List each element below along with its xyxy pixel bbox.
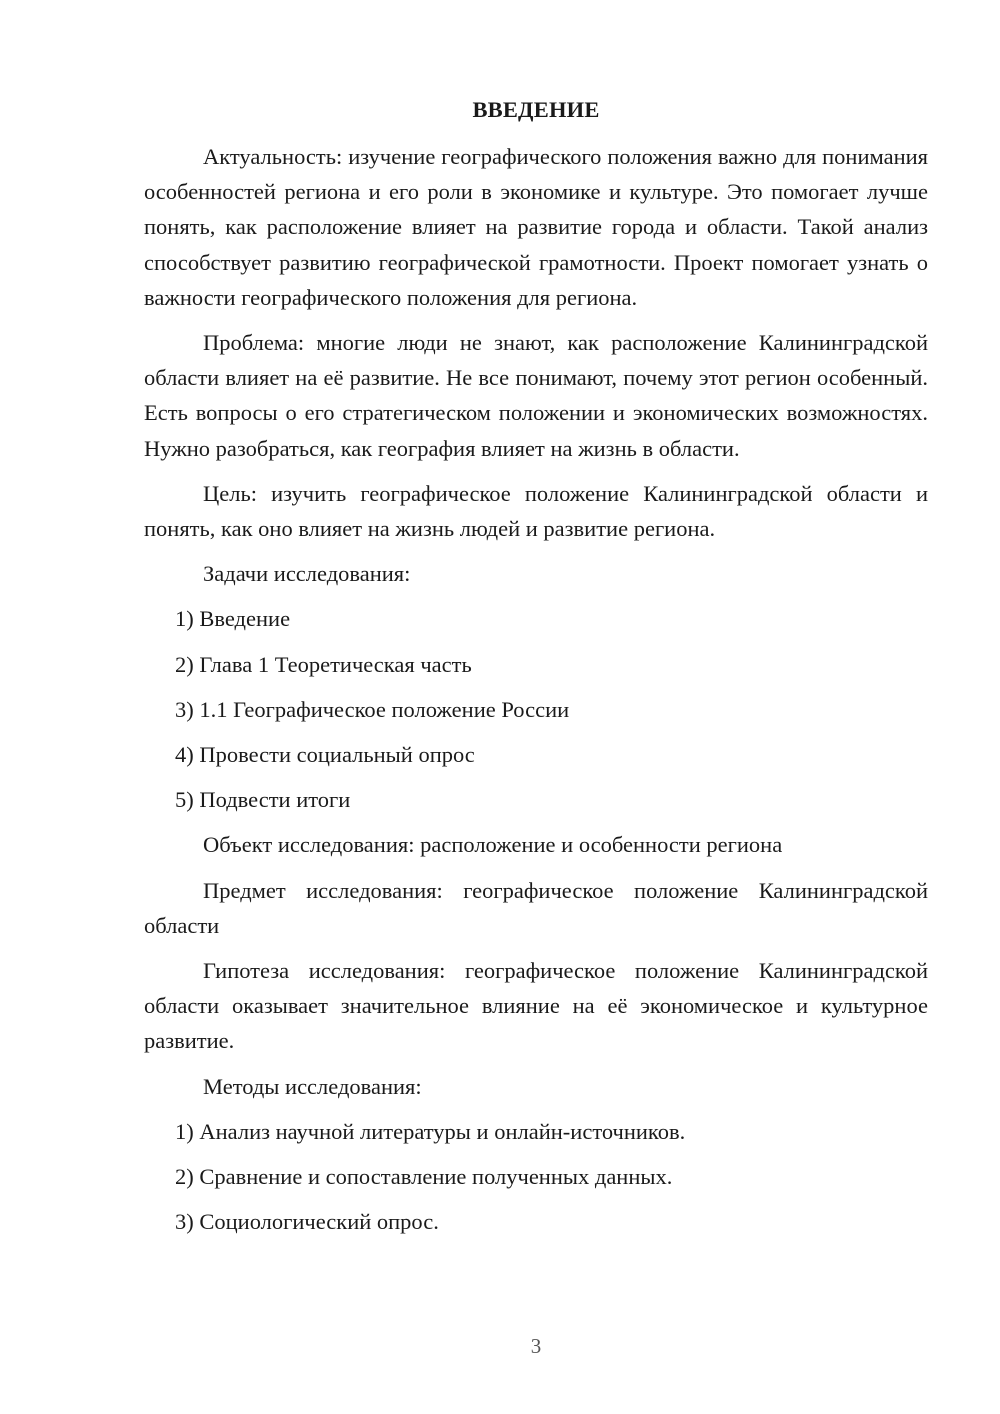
tasks-heading: Задачи исследования: [203, 561, 411, 587]
page-title: ВВЕДЕНИЕ [472, 97, 600, 122]
task-item: 3) 1.1 Географическое положение России [175, 696, 570, 722]
problem-paragraph: Проблема: многие люди не знают, как расположение Калининградской области влияет на её развитие. Не все понимают, почему этот регион особенный. Есть вопросы о его стратегическом положении и экономических возможностях. Нужно разобраться, как география влияет на жизнь в области. [144, 330, 928, 461]
hypothesis-paragraph: Гипотеза исследования: географическое положение Калининградской области оказывает значительное влияние на её экономическое и культурное развитие. [144, 958, 928, 1054]
method-item: 2) Сравнение и сопоставление полученных данных. [175, 1164, 673, 1190]
task-item: 5) Подвести итоги [175, 787, 351, 813]
relevance-paragraph: Актуальность: изучение географического положения важно для понимания особенностей региона и его роли в экономике и культуре. Это помогает лучше понять, как расположение влияет на развитие города и области. Такой анализ способствует развитию географической грамотности. Проект помогает узнать о важности географического положения для региона. [144, 144, 928, 310]
method-item: 3) Социологический опрос. [175, 1209, 439, 1235]
methods-heading: Методы исследования: [203, 1073, 422, 1099]
page-number: 3 [530, 1334, 542, 1358]
page-content [144, 95, 928, 1249]
task-item: 2) Глава 1 Теоретическая часть [175, 651, 472, 677]
method-item: 1) Анализ научной литературы и онлайн-источников. [175, 1118, 686, 1144]
task-item: 4) Провести социальный опрос [175, 742, 475, 768]
goal-paragraph: Цель: изучить географическое положение Калининградской области и понять, как оно влияет на жизнь людей и развитие региона. [144, 480, 928, 542]
task-item: 1) Введение [175, 606, 291, 632]
object-line: Объект исследования: расположение и особенности региона [203, 832, 783, 858]
subject-paragraph: Предмет исследования: географическое положение Калининградской области [144, 877, 928, 938]
